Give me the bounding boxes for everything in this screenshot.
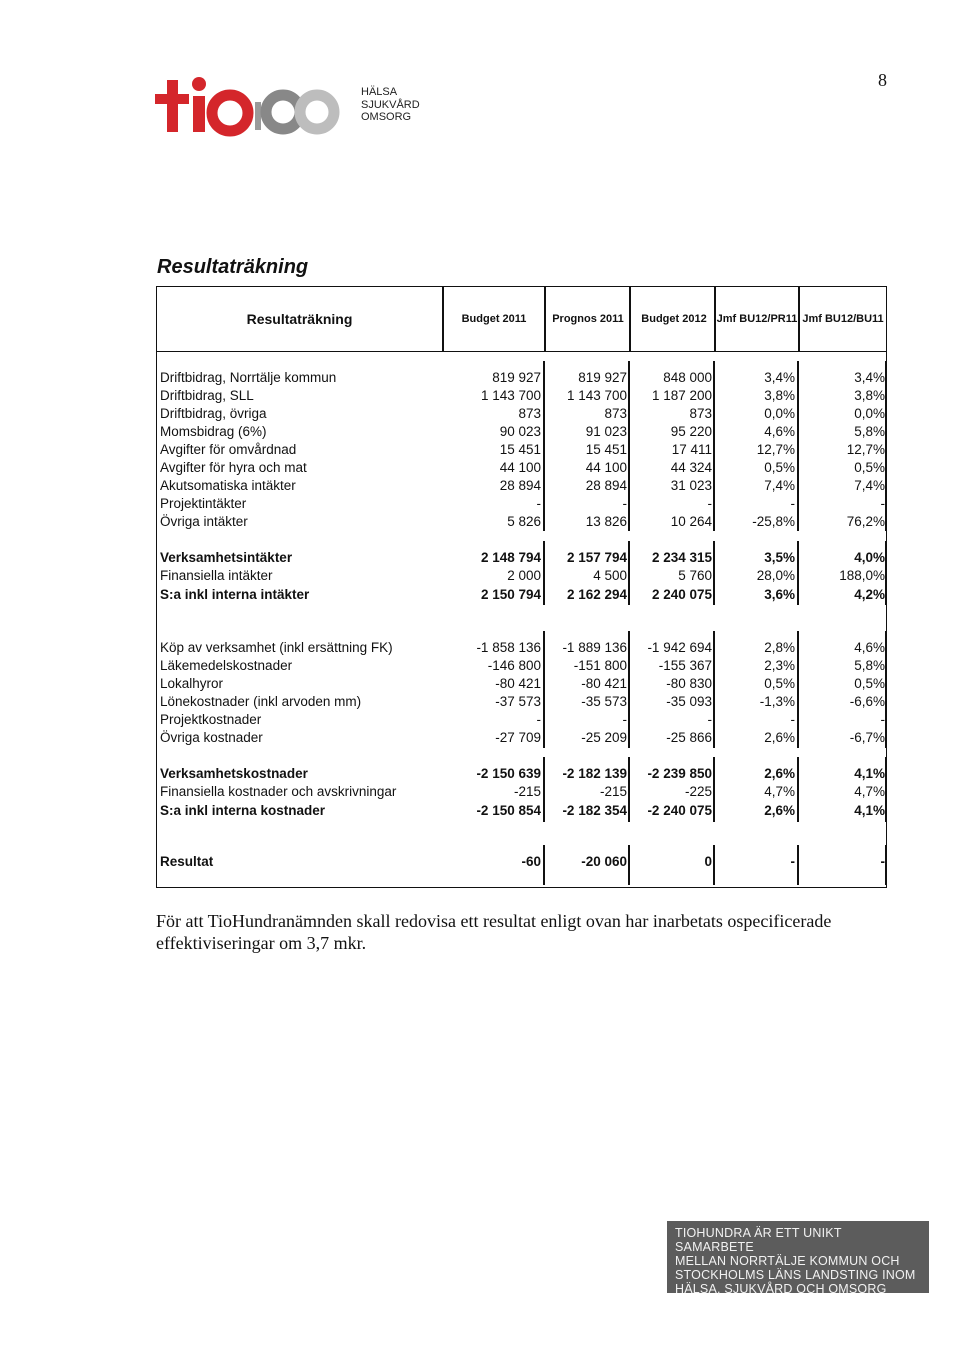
row-value: 3,4% — [854, 370, 885, 385]
row-value: - — [707, 496, 712, 511]
row-value: -215 — [599, 784, 627, 799]
section-title: Resultaträkning — [157, 256, 309, 278]
row-value: 17 411 — [671, 442, 712, 457]
header-budget-2012: Budget 2012 — [641, 313, 707, 325]
cell-divider — [885, 361, 887, 531]
row-label: Verksamhetskostnader — [160, 766, 308, 781]
row-value: 2,6% — [764, 730, 795, 745]
table-row — [157, 693, 886, 711]
row-label: Driftbidrag, Norrtälje kommun — [160, 370, 337, 385]
row-value: 44 100 — [585, 460, 627, 475]
table-row — [157, 441, 886, 459]
row-value: -2 182 354 — [562, 803, 627, 818]
row-value: 28 894 — [585, 478, 627, 493]
logo-line-sjukvard: SJUKVÅRD — [361, 98, 420, 111]
row-value: 95 220 — [670, 424, 712, 439]
header-label: Resultaträkning — [246, 311, 353, 327]
logo-line-omsorg: OMSORG — [361, 111, 412, 123]
table-row — [157, 387, 886, 405]
row-value: -6,6% — [849, 694, 885, 709]
row-value: 2 150 794 — [480, 587, 541, 602]
row-value: -2 239 850 — [647, 766, 712, 781]
row-value: 188,0% — [839, 568, 885, 583]
table-row — [157, 513, 886, 531]
row-label: Avgifter för omvårdnad — [160, 442, 297, 457]
table-row — [157, 405, 886, 423]
row-label: Finansiella intäkter — [160, 568, 273, 583]
row-label: Lokalhyror — [160, 676, 224, 691]
table-row — [157, 423, 886, 441]
row-value: -151 800 — [573, 658, 627, 673]
row-value: 0,5% — [764, 676, 795, 691]
cell-divider — [628, 757, 630, 822]
row-value: 3,8% — [764, 388, 795, 403]
cell-divider — [713, 361, 715, 531]
row-label: Övriga kostnader — [160, 730, 263, 745]
table-row — [157, 639, 886, 657]
row-value: 3,6% — [764, 587, 795, 602]
row-value: 2 240 075 — [651, 587, 712, 602]
row-value: 819 927 — [492, 370, 541, 385]
logo-line-halsa: HÄLSA — [361, 86, 398, 98]
table-row — [157, 459, 886, 477]
header-jmf-bu12-pr11: Jmf BU12/PR11 — [716, 313, 798, 325]
row-label: Avgifter för hyra och mat — [160, 460, 307, 475]
row-value: -1 942 694 — [647, 640, 712, 655]
row-value: 4,6% — [764, 424, 795, 439]
row-label: Projektintäkter — [160, 496, 247, 511]
row-value: 4 500 — [593, 568, 627, 583]
cell-divider — [543, 541, 545, 605]
row-value: -25 209 — [581, 730, 627, 745]
row-value: -2 182 139 — [562, 766, 627, 781]
header-budget-2011: Budget 2011 — [461, 313, 527, 325]
row-value: 3,5% — [764, 550, 795, 565]
row-value: - — [536, 712, 541, 727]
row-label: S:a inkl interna kostnader — [160, 803, 326, 818]
row-value: -1,3% — [759, 694, 795, 709]
row-value: 15 451 — [585, 442, 627, 457]
row-value: 5,8% — [854, 424, 885, 439]
row-value: -25 866 — [666, 730, 712, 745]
page-number: 8 — [878, 70, 887, 90]
cell-divider — [797, 845, 799, 885]
row-value: 2 148 794 — [480, 550, 541, 565]
header-divider — [714, 287, 716, 351]
row-value: 12,7% — [756, 442, 795, 457]
row-value: - — [622, 496, 627, 511]
footnote: För att TioHundranämnden skall redovisa ett resultat enligt ovan har inarbetats ospecificerade effektiviseringar om 3,7 mkr. — [156, 911, 832, 953]
table-row — [157, 802, 886, 820]
row-value: 7,4% — [764, 478, 795, 493]
cell-divider — [628, 631, 630, 748]
row-value: - — [536, 496, 541, 511]
row-value: 873 — [518, 406, 541, 421]
cell-divider — [713, 541, 715, 605]
cell-divider — [543, 631, 545, 748]
row-value: 28,0% — [756, 568, 795, 583]
row-label: Läkemedelskostnader — [160, 658, 293, 673]
row-value: 2,6% — [764, 766, 795, 781]
row-label: Driftbidrag, övriga — [160, 406, 267, 421]
cell-divider — [628, 541, 630, 605]
header-prognos-2011: Prognos 2011 — [552, 313, 624, 325]
cell-divider — [885, 541, 887, 605]
row-label: Akutsomatiska intäkter — [160, 478, 296, 493]
tiohundra-banner — [667, 1221, 929, 1296]
row-value: -60 — [521, 854, 541, 869]
row-value: 4,6% — [854, 640, 885, 655]
row-label: Finansiella kostnader och avskrivningar — [160, 784, 397, 799]
row-value: 5,8% — [854, 658, 885, 673]
row-value: 5 826 — [507, 514, 541, 529]
table-row — [157, 657, 886, 675]
row-value: -2 150 639 — [476, 766, 541, 781]
row-value: 10 264 — [670, 514, 712, 529]
row-value: 44 100 — [499, 460, 541, 475]
cell-divider — [797, 541, 799, 605]
row-label: Verksamhetsintäkter — [160, 550, 293, 565]
row-value: 848 000 — [663, 370, 712, 385]
row-value: 3,8% — [854, 388, 885, 403]
cell-divider — [713, 631, 715, 748]
row-value: - — [790, 496, 795, 511]
row-value: 13 826 — [585, 514, 627, 529]
cell-divider — [885, 757, 887, 822]
table-header — [157, 287, 886, 352]
header-divider — [798, 287, 800, 351]
row-value: -35 093 — [666, 694, 712, 709]
table-row — [157, 711, 886, 729]
table-row — [157, 567, 886, 585]
row-value: 873 — [604, 406, 627, 421]
row-value: 31 023 — [670, 478, 712, 493]
row-value: -6,7% — [849, 730, 885, 745]
income-statement-table — [156, 286, 887, 888]
row-value: 2,3% — [764, 658, 795, 673]
cell-divider — [885, 845, 887, 885]
row-value: -1 889 136 — [562, 640, 627, 655]
row-label: Resultat — [160, 854, 214, 869]
header-divider — [629, 287, 631, 351]
row-value: 28 894 — [499, 478, 541, 493]
row-value: - — [622, 712, 627, 727]
table-row — [157, 549, 886, 567]
table-row — [157, 495, 886, 513]
header-divider — [544, 287, 546, 351]
cell-divider — [797, 631, 799, 748]
row-value: -1 858 136 — [476, 640, 541, 655]
row-value: 0,0% — [854, 406, 885, 421]
row-value: 91 023 — [585, 424, 627, 439]
row-value: 0,0% — [764, 406, 795, 421]
cell-divider — [797, 757, 799, 822]
row-value: - — [790, 712, 795, 727]
row-value: 0,5% — [854, 676, 885, 691]
row-value: -155 367 — [658, 658, 712, 673]
row-value: -80 830 — [666, 676, 712, 691]
row-value: 873 — [689, 406, 712, 421]
row-value: 90 023 — [499, 424, 541, 439]
row-value: - — [707, 712, 712, 727]
tio100-logo — [155, 68, 420, 138]
table-row — [157, 765, 886, 783]
row-value: 3,4% — [764, 370, 795, 385]
row-value: 2 162 294 — [566, 587, 627, 602]
cell-divider — [797, 361, 799, 531]
row-value: -80 421 — [495, 676, 541, 691]
logo-tagline — [361, 86, 420, 124]
row-value: 2 157 794 — [566, 550, 627, 565]
row-value: 0,5% — [854, 460, 885, 475]
row-value: 2 234 315 — [651, 550, 712, 565]
row-value: 1 143 700 — [566, 388, 627, 403]
row-value: 4,7% — [854, 784, 885, 799]
banner-line: TIOHUNDRA ÄR ETT UNIKT SAMARBETE — [675, 1226, 842, 1254]
cell-divider — [713, 845, 715, 885]
row-value: - — [790, 854, 795, 869]
row-value: - — [880, 854, 885, 869]
row-value: -146 800 — [487, 658, 541, 673]
table-row — [157, 586, 886, 604]
banner-line: STOCKHOLMS LÄNS LANDSTING INOM — [675, 1268, 916, 1282]
cell-divider — [628, 361, 630, 531]
row-label: Lönekostnader (inkl arvoden mm) — [160, 694, 362, 709]
tio100-logo-mark — [155, 68, 355, 138]
row-label: S:a inkl interna intäkter — [160, 587, 310, 602]
cell-divider — [628, 845, 630, 885]
row-value: -2 240 075 — [647, 803, 712, 818]
table-row — [157, 477, 886, 495]
row-value: 2,8% — [764, 640, 795, 655]
banner-line: MELLAN NORRTÄLJE KOMMUN OCH — [675, 1254, 900, 1268]
table-row — [157, 783, 886, 801]
cell-divider — [885, 631, 887, 748]
cell-divider — [543, 361, 545, 531]
row-value: 12,7% — [846, 442, 885, 457]
row-value: 0,5% — [764, 460, 795, 475]
row-label: Köp av verksamhet (inkl ersättning FK) — [160, 640, 393, 655]
row-value: 76,2% — [846, 514, 885, 529]
header-divider — [442, 287, 444, 351]
row-value: 1 187 200 — [651, 388, 712, 403]
row-label: Momsbidrag (6%) — [160, 424, 267, 439]
row-value: -225 — [684, 784, 712, 799]
row-value: 2,6% — [764, 803, 795, 818]
row-value: -25,8% — [752, 514, 795, 529]
table-row — [157, 675, 886, 693]
row-value: -37 573 — [495, 694, 541, 709]
row-value: 4,0% — [854, 550, 885, 565]
row-value: -215 — [513, 784, 541, 799]
row-value: 4,7% — [764, 784, 795, 799]
row-value: 819 927 — [578, 370, 627, 385]
row-label: Driftbidrag, SLL — [160, 388, 254, 403]
table-row — [157, 729, 886, 747]
row-value: 5 760 — [678, 568, 712, 583]
cell-divider — [713, 757, 715, 822]
row-value: 4,1% — [854, 803, 885, 818]
row-value: 7,4% — [854, 478, 885, 493]
table-row — [157, 853, 886, 871]
banner-line: HÄLSA, SJUKVÅRD OCH OMSORG — [675, 1282, 887, 1296]
cell-divider — [543, 845, 545, 885]
row-label: Övriga intäkter — [160, 514, 248, 529]
row-value: 1 143 700 — [480, 388, 541, 403]
row-value: -80 421 — [581, 676, 627, 691]
row-value: 44 324 — [670, 460, 712, 475]
row-value: 0 — [704, 854, 712, 869]
row-value: -20 060 — [581, 854, 627, 869]
row-value: -2 150 854 — [476, 803, 541, 818]
row-value: 2 000 — [507, 568, 541, 583]
row-value: -27 709 — [495, 730, 541, 745]
row-value: 4,2% — [854, 587, 885, 602]
row-value: -35 573 — [581, 694, 627, 709]
header-jmf-bu12-bu11: Jmf BU12/BU11 — [802, 313, 884, 325]
row-value: - — [880, 712, 885, 727]
row-value: 15 451 — [499, 442, 541, 457]
row-value: 4,1% — [854, 766, 885, 781]
row-label: Projektkostnader — [160, 712, 262, 727]
cell-divider — [543, 757, 545, 822]
table-row — [157, 369, 886, 387]
row-value: - — [880, 496, 885, 511]
